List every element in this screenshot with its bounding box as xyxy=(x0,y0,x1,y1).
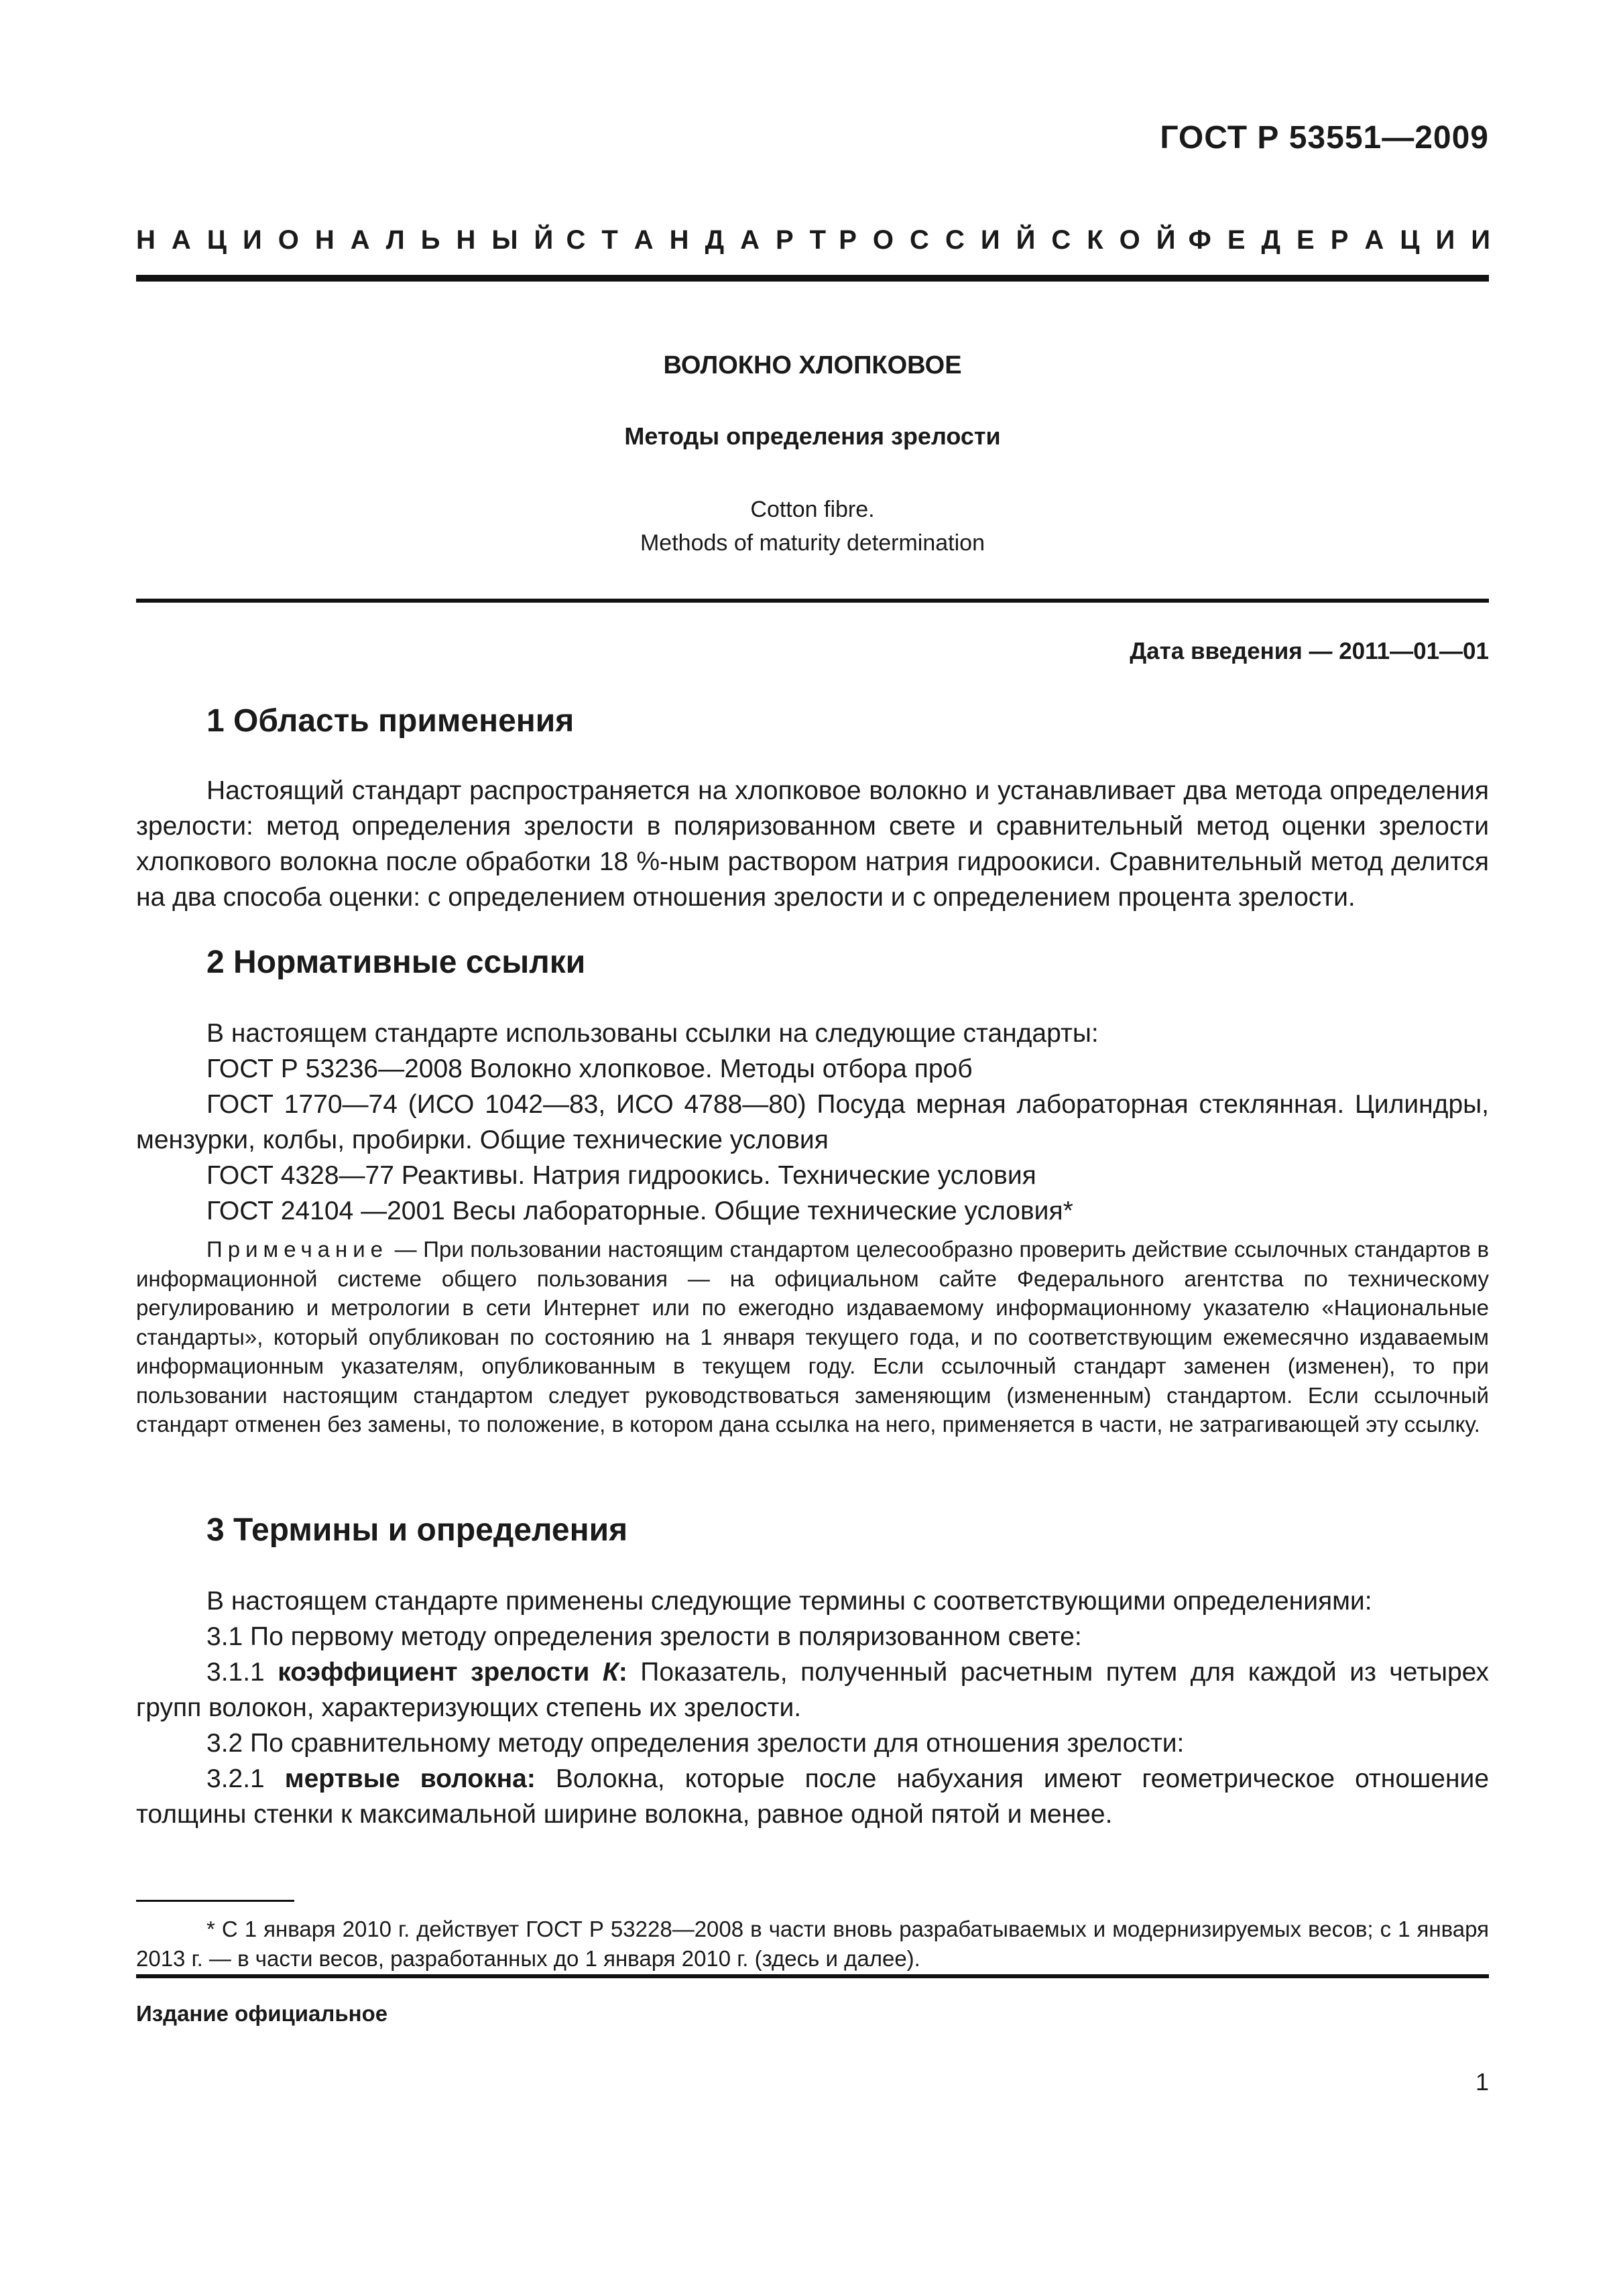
banner-letter: Ы xyxy=(491,225,518,255)
document-subtitle: Методы определения зрелости xyxy=(624,422,1001,450)
banner-letter: А xyxy=(350,225,370,255)
banner-letter: И xyxy=(243,225,262,255)
official-edition-label: Издание официальное xyxy=(136,2001,388,2026)
banner-letter: И xyxy=(1471,225,1490,255)
english-title xyxy=(136,493,1489,560)
banner-letter: Ц xyxy=(1400,225,1420,255)
section-3-heading: 3 Термины и определения xyxy=(206,1512,628,1548)
reference-item: ГОСТ 1770—74 (ИСО 1042—83, ИСО 4788—80) Посуда мерная лабораторная стеклянная. Цилиндры, мензурки, колбы, пробирки. Общие технические условия xyxy=(136,1090,1489,1154)
banner-word-standard xyxy=(566,225,826,255)
term-3-1-1 xyxy=(136,1654,1489,1726)
banner-letter: И xyxy=(1435,225,1455,255)
banner-letter: Н xyxy=(314,225,335,255)
banner-letter: Т xyxy=(809,225,827,255)
term-number: 3.2.1 xyxy=(206,1764,285,1793)
header-divider xyxy=(136,275,1489,282)
title-divider xyxy=(136,599,1489,603)
banner-word-federation xyxy=(1189,225,1490,255)
banner-letter: Р xyxy=(775,225,794,255)
term-symbol: К xyxy=(602,1658,619,1687)
note-text: — При пользовании настоящим стандартом целесообразно проверить действие ссылочных стандартов в информационной системе общего пользования — на официальном сайте Федерального агентства по техническому регулированию и метрологии в сети Интернет или по ежегодно издаваемому информационному указателю «Национальные стандарты», который опубликован по состоянию на 1 января текущего года, и по соответствующим ежемесячно издаваемым информационным указателям, опубликованным в текущем году. Если ссылочный стандарт заменен (изменен), то при пользовании настоящим стандартом следует руководствоваться заменяющим (измененным) стандартом. Если ссылочный стандарт отменен без замены, то положение, в котором дана ссылка на него, применяется в части, не затрагивающей эту ссылку. xyxy=(136,1237,1489,1437)
banner-letter: С xyxy=(945,225,965,255)
banner-letter: О xyxy=(872,225,894,255)
banner-letter: Й xyxy=(1016,225,1036,255)
banner-letter: О xyxy=(1119,225,1140,255)
banner-letter: А xyxy=(634,225,654,255)
banner-letter: С xyxy=(910,225,929,255)
banner-letter: Н xyxy=(456,225,476,255)
term-number: 3.1.1 xyxy=(206,1658,278,1687)
banner-letter: К xyxy=(1087,225,1103,255)
banner-letter: Р xyxy=(839,225,857,255)
banner-letter: Д xyxy=(705,225,725,255)
banner-letter: Й xyxy=(1156,225,1176,255)
english-title-line-1: Cotton fibre. xyxy=(750,497,875,522)
banner-word-national xyxy=(136,225,553,255)
term-3-2-1 xyxy=(136,1761,1489,1832)
reference-intro: В настоящем стандарте использованы ссылки на следующие стандарты: xyxy=(206,1019,1099,1048)
banner-letter: А xyxy=(740,225,760,255)
note-label: Примечание xyxy=(206,1237,389,1262)
banner-letter: Д xyxy=(1261,225,1280,255)
terms-intro: В настоящем стандарте применены следующие термины с соответствующими определениями: xyxy=(206,1587,1372,1616)
document-title: ВОЛОКНО ХЛОПКОВОЕ xyxy=(663,351,962,379)
reference-item: ГОСТ Р 53236—2008 Волокно хлопковое. Методы отбора проб xyxy=(206,1054,973,1083)
term-3-2: 3.2 По сравнительному методу определения зрелости для отношения зрелости: xyxy=(206,1729,1185,1758)
section-1-heading: 1 Область применения xyxy=(206,703,575,739)
footnote: * С 1 января 2010 г. действует ГОСТ Р 53228—2008 в части вновь разрабатываемых и модернизируемых весов; с 1 января 2013 г. — в части весов, разработанных до 1 января 2010 г. (здесь и далее). xyxy=(136,1917,1489,1971)
banner-letter: Ь xyxy=(420,225,440,255)
term-definition: Волокна, которые после набухания имеют геометрическое отношение толщины стенки к максимальной ширине волокна, равное одной пятой и менее. xyxy=(136,1764,1490,1829)
references-note xyxy=(136,1235,1489,1439)
banner-letter: Н xyxy=(669,225,689,255)
page-number: 1 xyxy=(1475,2068,1489,2096)
term-name: коэффициент зрелости xyxy=(278,1658,603,1687)
footer-divider xyxy=(136,1974,1489,1978)
banner-letter: Е xyxy=(1227,225,1246,255)
banner-letter: Т xyxy=(601,225,618,255)
introduction-date: Дата введения — 2011—01—01 xyxy=(1130,638,1489,664)
banner-letter: Ц xyxy=(206,225,227,255)
reference-item: ГОСТ 24104 —2001 Весы лабораторные. Общие технические условия* xyxy=(206,1197,1073,1225)
national-standard-banner xyxy=(136,225,1490,255)
english-title-line-2: Methods of maturity determination xyxy=(640,530,985,556)
banner-letter: А xyxy=(1364,225,1384,255)
banner-letter: Л xyxy=(385,225,405,255)
section-3-body xyxy=(136,1583,1489,1832)
banner-letter: А xyxy=(171,225,191,255)
banner-letter: С xyxy=(1051,225,1071,255)
section-2-heading: 2 Нормативные ссылки xyxy=(206,945,586,980)
banner-word-russian xyxy=(839,225,1175,255)
term-name: мертвые волокна: xyxy=(284,1764,536,1793)
section-1-body xyxy=(136,773,1489,915)
term-3-1: 3.1 По первому методу определения зрелости в поляризованном свете: xyxy=(206,1622,1082,1651)
reference-item: ГОСТ 4328—77 Реактивы. Натрия гидроокись. Технические условия xyxy=(206,1161,1036,1190)
term-definition: Показатель, полученный расчетным путем для каждой из четырех групп волокон, характеризующих степень их зрелости. xyxy=(136,1658,1489,1722)
banner-letter: С xyxy=(566,225,586,255)
banner-letter: О xyxy=(278,225,299,255)
section-2-body xyxy=(136,1016,1489,1229)
banner-letter: Р xyxy=(1330,225,1349,255)
term-colon: : xyxy=(618,1658,627,1687)
banner-letter: Н xyxy=(136,225,156,255)
standard-number: ГОСТ Р 53551—2009 xyxy=(1160,120,1489,156)
footnote-separator xyxy=(136,1900,294,1902)
banner-letter: Й xyxy=(534,225,554,255)
banner-letter: И xyxy=(980,225,1000,255)
section-1-paragraph: Настоящий стандарт распространяется на хлопковое волокно и устанавливает два метода определения зрелости: метод определения зрелости в поляризованном свете и сравнительный метод оценки зрелости хлопкового волокна после обработки 18 %-ным раствором натрия гидроокиси. Сравнительный метод делится на два способа оценки: с определением отношения зрелости и с определением процента зрелости. xyxy=(136,776,1489,912)
banner-letter: Ф xyxy=(1188,225,1211,255)
banner-letter: Е xyxy=(1297,225,1315,255)
